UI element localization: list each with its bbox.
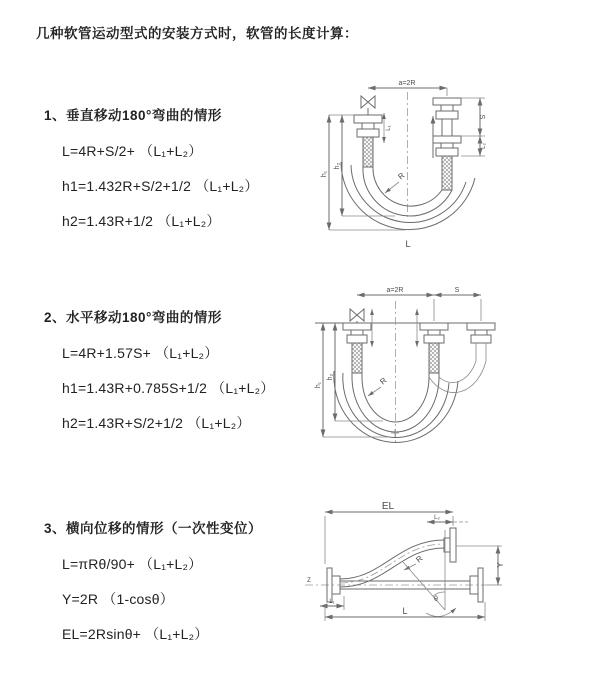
dim-label-l1: L₁ <box>329 599 335 605</box>
radius-leader <box>368 376 389 396</box>
dim-label-h2: h₂ <box>334 162 341 170</box>
dimension-s <box>461 98 487 136</box>
section-lateral-displacement <box>44 517 262 659</box>
right-flange-lower <box>433 136 461 190</box>
valve-icon <box>350 309 364 323</box>
formula-line: h1=1.432R+S/2+1/2 （L₁+L₂） <box>62 178 259 194</box>
section-vertical-180 <box>44 104 259 246</box>
hose-u-bends <box>341 162 475 230</box>
dimension-l2 <box>461 136 487 156</box>
dimension-l1 <box>320 596 344 610</box>
section-heading: 1、垂直移动180°弯曲的情形 <box>44 108 222 123</box>
formula-line: h2=1.43R+S/2+1/2 （L₁+L₂） <box>62 415 251 431</box>
dim-label-l2: L₂ <box>434 515 440 521</box>
valve-icon <box>361 96 375 115</box>
formula-line: L=πRθ/90+ （L₁+L₂） <box>62 556 203 572</box>
dimension-h1 <box>315 323 388 437</box>
dimension-a2r <box>357 287 434 295</box>
formula-line: L=4R+1.57S+ （L₁+L₂） <box>62 345 219 361</box>
fitting-length-arrows <box>372 309 417 347</box>
dim-label-a2r: a=2R <box>398 80 416 87</box>
dim-label-el: EL <box>381 501 395 512</box>
dim-label-theta: θ <box>434 596 438 603</box>
hose-u-bend-original <box>334 371 458 442</box>
dimension-l2 <box>427 515 468 522</box>
dim-label-z: Z <box>307 578 311 584</box>
dim-label-l-total: L <box>405 239 411 249</box>
formula-line: EL=2Rsinθ+ （L₁+L₂） <box>62 626 209 642</box>
dim-label-r: R <box>396 170 407 182</box>
dim-label-l2: L₂ <box>481 143 487 149</box>
dim-label-r: R <box>414 553 425 565</box>
diagram-lateral-displacement <box>300 498 600 653</box>
bottom-center-tick <box>391 429 399 437</box>
dimension-s <box>434 287 481 321</box>
diagram-vertical-180-bend <box>315 66 505 256</box>
page-title: 几种软管运动型式的安装方式时，软管的长度计算： <box>36 26 358 41</box>
dim-label-h2: h₂ <box>327 373 334 381</box>
hose-s-curve-displaced <box>340 540 444 587</box>
dimension-l1 <box>384 113 392 143</box>
dimension-y <box>456 546 505 585</box>
top-right-flange <box>444 528 456 562</box>
section-horizontal-180 <box>44 306 275 448</box>
left-flange <box>354 115 382 167</box>
radius-leader <box>385 171 407 193</box>
section-heading: 3、横向位移的情形（一次性变位） <box>44 521 263 536</box>
formula-line: h1=1.43R+0.785S+1/2 （L₁+L₂） <box>62 380 275 396</box>
middle-flange <box>420 323 448 373</box>
section-heading: 2、水平移动180°弯曲的情形 <box>44 310 222 325</box>
dim-label-y: Y <box>496 562 505 568</box>
dim-label-a2r: a=2R <box>386 287 404 294</box>
dimension-el <box>325 501 453 564</box>
formula-line: L=4R+S/2+ （L₁+L₂） <box>62 143 203 159</box>
dim-label-s: S <box>454 287 460 294</box>
radius-leader <box>404 554 425 570</box>
diagram-horizontal-180-bend <box>313 281 558 471</box>
formula-line: Y=2R （1-cosθ） <box>62 591 174 607</box>
right-flange-moved <box>467 323 495 361</box>
dim-label-h1: h₁ <box>315 381 322 389</box>
dim-label-s: S <box>480 114 487 120</box>
dim-label-l: L <box>402 606 408 616</box>
left-flange <box>343 323 371 373</box>
dim-label-l1: L₁ <box>386 125 392 131</box>
dim-label-r: R <box>378 375 389 387</box>
dimension-l-total <box>325 602 485 621</box>
right-flange-upper <box>433 98 461 136</box>
formula-line: h2=1.43R+1/2 （L₁+L₂） <box>62 213 221 229</box>
dim-label-h1: h₁ <box>321 170 328 178</box>
angle-theta <box>403 530 456 617</box>
